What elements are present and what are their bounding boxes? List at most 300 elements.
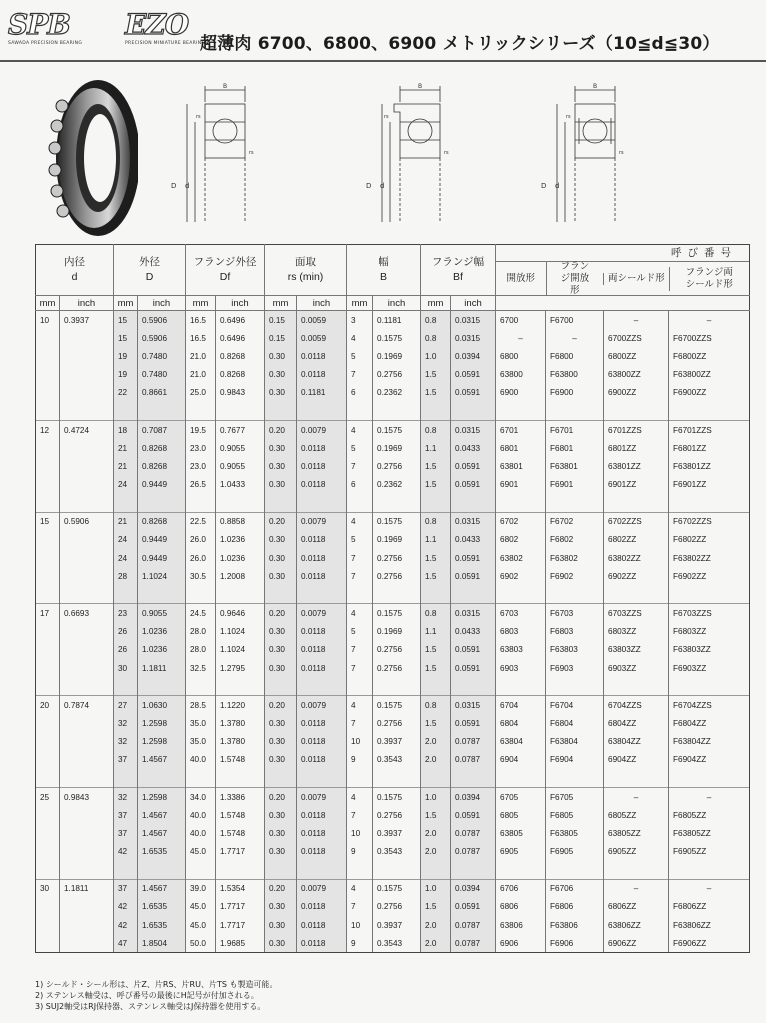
table-cell: 1.0236 — [138, 623, 186, 641]
table-row — [36, 476, 750, 494]
table-cell: 63800ZZ — [604, 366, 669, 384]
table-cell: 26.0 — [186, 549, 216, 567]
table-cell: F6701ZZS — [669, 420, 750, 439]
table-cell: F63801ZZ — [669, 457, 750, 475]
svg-text:rs: rs — [384, 114, 389, 120]
table-cell: 6703 — [496, 604, 546, 623]
table-row — [36, 733, 750, 751]
unit-mm: mm — [347, 296, 373, 311]
table-cell: F6801ZZ — [669, 439, 750, 457]
table-row — [36, 329, 750, 347]
table-cell: 1.7717 — [216, 843, 265, 861]
svg-text:d: d — [380, 182, 385, 190]
table-row — [36, 641, 750, 659]
table-cell: F63806ZZ — [669, 916, 750, 934]
table-cell: – — [669, 311, 750, 330]
table-cell: F63804ZZ — [669, 733, 750, 751]
group-separator — [36, 402, 750, 421]
table-cell: 0.9449 — [138, 549, 186, 567]
svg-text:rs: rs — [619, 150, 624, 156]
table-cell: 6703ZZS — [604, 604, 669, 623]
table-cell: 0.9449 — [138, 531, 186, 549]
table-cell: 0.1969 — [373, 623, 421, 641]
table-cell: 32 — [114, 787, 138, 806]
table-cell: 45.0 — [186, 916, 216, 934]
table-cell: 0.9843 — [60, 787, 114, 806]
table-cell: F6703ZZS — [669, 604, 750, 623]
table-cell: 0.0787 — [451, 751, 496, 769]
group-separator — [36, 494, 750, 513]
table-cell: 63804 — [496, 733, 546, 751]
svg-text:rs: rs — [249, 150, 254, 156]
table-cell — [60, 898, 114, 916]
svg-text:rs: rs — [444, 150, 449, 156]
table-cell: 0.0118 — [297, 347, 347, 365]
table-row — [36, 366, 750, 384]
table-cell: 0.9055 — [216, 439, 265, 457]
unit-inch: inch — [216, 296, 265, 311]
table-row — [36, 787, 750, 806]
group-separator — [36, 861, 750, 880]
table-cell — [36, 347, 60, 365]
table-cell: 7 — [347, 806, 373, 824]
table-cell: 32.5 — [186, 659, 216, 677]
table-cell: 6905ZZ — [604, 843, 669, 861]
table-cell: 2.0 — [421, 751, 451, 769]
table-cell — [36, 751, 60, 769]
table-cell: 37 — [114, 751, 138, 769]
table-row — [36, 623, 750, 641]
group-separator — [36, 769, 750, 788]
table-cell: 63802 — [496, 549, 546, 567]
table-cell: F6703 — [546, 604, 604, 623]
table-cell: 6803ZZ — [604, 623, 669, 641]
spb-logo-subtitle: SAWADA PRECISION BEARING — [8, 41, 83, 46]
table-cell: 24.5 — [186, 604, 216, 623]
table-cell: 0.30 — [265, 567, 297, 585]
table-cell: 0.30 — [265, 439, 297, 457]
table-cell: 0.5906 — [60, 512, 114, 531]
table-cell: 21 — [114, 512, 138, 531]
table-cell: 0.30 — [265, 457, 297, 475]
table-cell: 7 — [347, 898, 373, 916]
table-cell: F6800 — [546, 347, 604, 365]
table-cell: F6704 — [546, 696, 604, 715]
table-cell: 0.3937 — [373, 733, 421, 751]
table-cell: 1.0 — [421, 787, 451, 806]
table-cell: 0.0787 — [451, 843, 496, 861]
table-cell: 26 — [114, 623, 138, 641]
table-cell: F6905ZZ — [669, 843, 750, 861]
table-row — [36, 567, 750, 585]
table-cell — [60, 751, 114, 769]
table-cell: 42 — [114, 898, 138, 916]
table-cell — [60, 623, 114, 641]
svg-text:D: D — [366, 182, 372, 190]
unit-mm: mm — [265, 296, 297, 311]
table-cell: 0.9449 — [138, 476, 186, 494]
table-cell: 37 — [114, 879, 138, 898]
table-cell: 4 — [347, 329, 373, 347]
table-cell — [60, 549, 114, 567]
table-cell: F6806ZZ — [669, 898, 750, 916]
table-cell: 0.5906 — [138, 329, 186, 347]
table-cell: 7 — [347, 659, 373, 677]
table-cell: 0.30 — [265, 751, 297, 769]
table-cell — [60, 659, 114, 677]
table-cell: F6803 — [546, 623, 604, 641]
table-cell: 6803 — [496, 623, 546, 641]
table-cell: 1.0433 — [216, 476, 265, 494]
table-cell: 1.1 — [421, 623, 451, 641]
table-cell: 0.0118 — [297, 366, 347, 384]
table-cell: 0.30 — [265, 641, 297, 659]
table-cell: 28.0 — [186, 641, 216, 659]
table-row — [36, 439, 750, 457]
table-cell: F6706 — [546, 879, 604, 898]
table-cell — [60, 347, 114, 365]
table-cell: 1.6535 — [138, 898, 186, 916]
table-cell: 63801ZZ — [604, 457, 669, 475]
table-cell: 0.2756 — [373, 898, 421, 916]
table-cell: 0.0118 — [297, 659, 347, 677]
table-cell: 1.5748 — [216, 751, 265, 769]
table-cell: 1.5 — [421, 549, 451, 567]
table-cell: 0.2362 — [373, 476, 421, 494]
table-cell: 0.0118 — [297, 531, 347, 549]
table-cell: 63805ZZ — [604, 824, 669, 842]
table-cell: 28.0 — [186, 623, 216, 641]
table-cell: F63803ZZ — [669, 641, 750, 659]
table-cell: F6801 — [546, 439, 604, 457]
table-cell: 40.0 — [186, 751, 216, 769]
table-cell: 23.0 — [186, 457, 216, 475]
table-cell: 0.0591 — [451, 457, 496, 475]
table-cell: 6806 — [496, 898, 546, 916]
header-outer-diameter: 外径 D — [114, 245, 186, 296]
table-cell: 0.0059 — [297, 311, 347, 330]
table-cell — [36, 476, 60, 494]
table-cell: 6802ZZ — [604, 531, 669, 549]
table-cell: 15 — [36, 512, 60, 531]
ezo-logo — [125, 8, 209, 52]
unit-inch: inch — [373, 296, 421, 311]
table-cell: 6700ZZS — [604, 329, 669, 347]
table-cell: 0.20 — [265, 787, 297, 806]
table-cell: 0.0591 — [451, 567, 496, 585]
table-cell: F63801 — [546, 457, 604, 475]
table-cell: 0.1969 — [373, 531, 421, 549]
table-cell: 6702 — [496, 512, 546, 531]
table-cell — [60, 366, 114, 384]
table-row — [36, 714, 750, 732]
table-cell — [60, 824, 114, 842]
table-cell: 5 — [347, 623, 373, 641]
table-cell: 39.0 — [186, 879, 216, 898]
table-cell: 6 — [347, 476, 373, 494]
table-cell: 0.0591 — [451, 366, 496, 384]
table-cell: 6806ZZ — [604, 898, 669, 916]
table-cell: 37 — [114, 806, 138, 824]
table-cell: 1.2008 — [216, 567, 265, 585]
table-cell: 0.1575 — [373, 420, 421, 439]
table-cell: 24 — [114, 549, 138, 567]
table-cell: 1.5 — [421, 476, 451, 494]
table-cell: 1.2598 — [138, 733, 186, 751]
table-cell: 0.30 — [265, 934, 297, 953]
table-cell: 10 — [347, 916, 373, 934]
table-row — [36, 696, 750, 715]
table-cell: 30 — [114, 659, 138, 677]
table-cell: 6706 — [496, 879, 546, 898]
table-cell: 6801 — [496, 439, 546, 457]
table-cell: 1.4567 — [138, 806, 186, 824]
table-cell: 0.2756 — [373, 806, 421, 824]
table-cell: 0.0118 — [297, 824, 347, 842]
footnote-3: 3) SUJ2軸受はRJ保持器、ステンレス軸受はJ保持器を使用する。 — [35, 1002, 266, 1011]
table-cell: 0.3937 — [373, 824, 421, 842]
table-cell: F6904 — [546, 751, 604, 769]
header-flange-width: フランジ幅 Bf — [421, 245, 496, 296]
table-cell: 0.1181 — [297, 384, 347, 402]
table-cell: 0.0394 — [451, 879, 496, 898]
table-cell: 0.2756 — [373, 457, 421, 475]
table-cell: F6805ZZ — [669, 806, 750, 824]
table-cell: 6802 — [496, 531, 546, 549]
table-cell — [60, 531, 114, 549]
table-cell: 0.2756 — [373, 714, 421, 732]
svg-text:d: d — [555, 182, 560, 190]
table-cell: 0.0787 — [451, 824, 496, 842]
table-cell: 15 — [114, 311, 138, 330]
table-cell: – — [669, 879, 750, 898]
table-cell: 0.0394 — [451, 347, 496, 365]
table-cell: 27 — [114, 696, 138, 715]
table-cell: 0.1969 — [373, 347, 421, 365]
table-cell: 0.0787 — [451, 934, 496, 953]
table-row — [36, 879, 750, 898]
unit-inch: inch — [451, 296, 496, 311]
table-cell: 63806ZZ — [604, 916, 669, 934]
table-cell: 37 — [114, 824, 138, 842]
table-cell: 0.0315 — [451, 311, 496, 330]
table-cell: 1.5 — [421, 806, 451, 824]
unit-mm: mm — [421, 296, 451, 311]
table-cell: 1.5 — [421, 714, 451, 732]
table-cell: 15 — [114, 329, 138, 347]
table-cell: 1.5354 — [216, 879, 265, 898]
table-cell: 0.0118 — [297, 751, 347, 769]
table-cell — [36, 329, 60, 347]
table-cell: 0.0118 — [297, 567, 347, 585]
table-cell: 25.0 — [186, 384, 216, 402]
table-cell: 19 — [114, 366, 138, 384]
table-row — [36, 843, 750, 861]
table-cell: 1.3780 — [216, 714, 265, 732]
table-cell: 63803ZZ — [604, 641, 669, 659]
table-cell — [36, 457, 60, 475]
table-cell: 0.0591 — [451, 898, 496, 916]
table-cell: – — [546, 329, 604, 347]
table-cell: 0.7677 — [216, 420, 265, 439]
table-cell — [60, 806, 114, 824]
table-cell: 0.0118 — [297, 714, 347, 732]
table-cell: 7 — [347, 714, 373, 732]
table-cell: 0.30 — [265, 843, 297, 861]
table-cell: 0.9055 — [216, 457, 265, 475]
table-cell: 9 — [347, 934, 373, 953]
table-cell: 2.0 — [421, 843, 451, 861]
table-cell: 0.2756 — [373, 641, 421, 659]
table-cell: F6800ZZ — [669, 347, 750, 365]
table-cell: 32 — [114, 733, 138, 751]
table-cell — [36, 567, 60, 585]
unit-mm: mm — [186, 296, 216, 311]
table-cell: 0.0079 — [297, 787, 347, 806]
table-cell: F6904ZZ — [669, 751, 750, 769]
table-cell: F6903 — [546, 659, 604, 677]
table-cell: 0.8 — [421, 311, 451, 330]
table-cell: 1.5748 — [216, 824, 265, 842]
table-cell: 1.1811 — [60, 879, 114, 898]
table-cell: 0.1575 — [373, 604, 421, 623]
table-cell: 1.1024 — [216, 623, 265, 641]
table-cell — [36, 623, 60, 641]
table-row — [36, 549, 750, 567]
unit-inch: inch — [297, 296, 347, 311]
table-cell: 0.9646 — [216, 604, 265, 623]
table-cell: 63806 — [496, 916, 546, 934]
table-cell: F6902ZZ — [669, 567, 750, 585]
table-cell: 0.0118 — [297, 733, 347, 751]
table-cell: 2.0 — [421, 733, 451, 751]
table-row — [36, 916, 750, 934]
table-cell: 0.0118 — [297, 898, 347, 916]
table-cell: 4 — [347, 696, 373, 715]
unit-inch: inch — [138, 296, 186, 311]
table-cell: 1.1 — [421, 531, 451, 549]
table-cell: 1.5748 — [216, 806, 265, 824]
table-cell: 0.0079 — [297, 604, 347, 623]
spb-logo-mark: SPB — [8, 8, 70, 41]
table-cell — [36, 733, 60, 751]
table-cell — [60, 934, 114, 953]
table-row — [36, 934, 750, 953]
table-cell: 0.30 — [265, 733, 297, 751]
table-cell: 0.0591 — [451, 714, 496, 732]
table-cell: 63802ZZ — [604, 549, 669, 567]
table-cell: 1.5 — [421, 567, 451, 585]
table-cell — [60, 641, 114, 659]
spb-logo — [8, 10, 118, 52]
unit-inch: inch — [60, 296, 114, 311]
table-cell: 0.30 — [265, 824, 297, 842]
table-cell: F6804 — [546, 714, 604, 732]
header-flange-open: フランジ開放形 — [546, 261, 604, 296]
table-cell: 63800 — [496, 366, 546, 384]
table-cell: 1.2598 — [138, 714, 186, 732]
unit-mm: mm — [36, 296, 60, 311]
table-cell: 0.15 — [265, 311, 297, 330]
table-cell — [60, 567, 114, 585]
table-cell: 21.0 — [186, 347, 216, 365]
table-cell: F6806 — [546, 898, 604, 916]
table-cell: – — [604, 879, 669, 898]
table-cell: 7 — [347, 567, 373, 585]
table-cell: 1.4567 — [138, 879, 186, 898]
unit-spacer — [496, 296, 750, 311]
table-cell: 0.0118 — [297, 549, 347, 567]
table-cell: 0.0591 — [451, 641, 496, 659]
table-cell: F6702ZZS — [669, 512, 750, 531]
table-cell: 24 — [114, 531, 138, 549]
page-header — [0, 0, 766, 62]
svg-text:rs: rs — [196, 114, 201, 120]
table-cell: 0.2756 — [373, 567, 421, 585]
table-cell: 1.5 — [421, 898, 451, 916]
table-cell: F63802 — [546, 549, 604, 567]
table-cell: 0.0315 — [451, 512, 496, 531]
table-row — [36, 604, 750, 623]
table-row — [36, 531, 750, 549]
table-cell: 2.0 — [421, 824, 451, 842]
table-cell: 1.1811 — [138, 659, 186, 677]
table-cell: 0.30 — [265, 806, 297, 824]
drawing-flange-type — [360, 82, 480, 242]
table-cell: F6906 — [546, 934, 604, 953]
table-cell — [60, 733, 114, 751]
table-row — [36, 824, 750, 842]
table-cell: 1.0236 — [138, 641, 186, 659]
table-cell: 6705 — [496, 787, 546, 806]
table-cell: 19 — [114, 347, 138, 365]
table-cell: F63805 — [546, 824, 604, 842]
table-cell: 5 — [347, 531, 373, 549]
table-cell: F6705 — [546, 787, 604, 806]
header-open: 開放形 — [506, 272, 536, 284]
table-cell: 0.0118 — [297, 843, 347, 861]
table-cell: 0.0118 — [297, 457, 347, 475]
table-cell: 6906ZZ — [604, 934, 669, 953]
table-cell: 1.9685 — [216, 934, 265, 953]
table-cell: 1.0236 — [216, 531, 265, 549]
table-cell: F63806 — [546, 916, 604, 934]
table-cell: 0.0315 — [451, 604, 496, 623]
table-cell: 0.0433 — [451, 531, 496, 549]
table-cell: F6905 — [546, 843, 604, 861]
table-cell: F63805ZZ — [669, 824, 750, 842]
table-cell: 1.0630 — [138, 696, 186, 715]
svg-text:B: B — [593, 83, 598, 90]
table-cell — [60, 476, 114, 494]
table-row — [36, 347, 750, 365]
table-cell — [60, 843, 114, 861]
table-cell: 6804 — [496, 714, 546, 732]
table-cell: 6905 — [496, 843, 546, 861]
table-cell: 0.2756 — [373, 366, 421, 384]
footnotes — [35, 979, 735, 1012]
table-cell: F6906ZZ — [669, 934, 750, 953]
table-cell: 1.5 — [421, 366, 451, 384]
ezo-logo-mark: EZO — [125, 8, 189, 41]
table-cell — [36, 384, 60, 402]
table-cell: 0.30 — [265, 916, 297, 934]
table-cell: F6902 — [546, 567, 604, 585]
table-cell: 6902ZZ — [604, 567, 669, 585]
table-cell: 17 — [36, 604, 60, 623]
table-cell: 45.0 — [186, 843, 216, 861]
table-row — [36, 457, 750, 475]
